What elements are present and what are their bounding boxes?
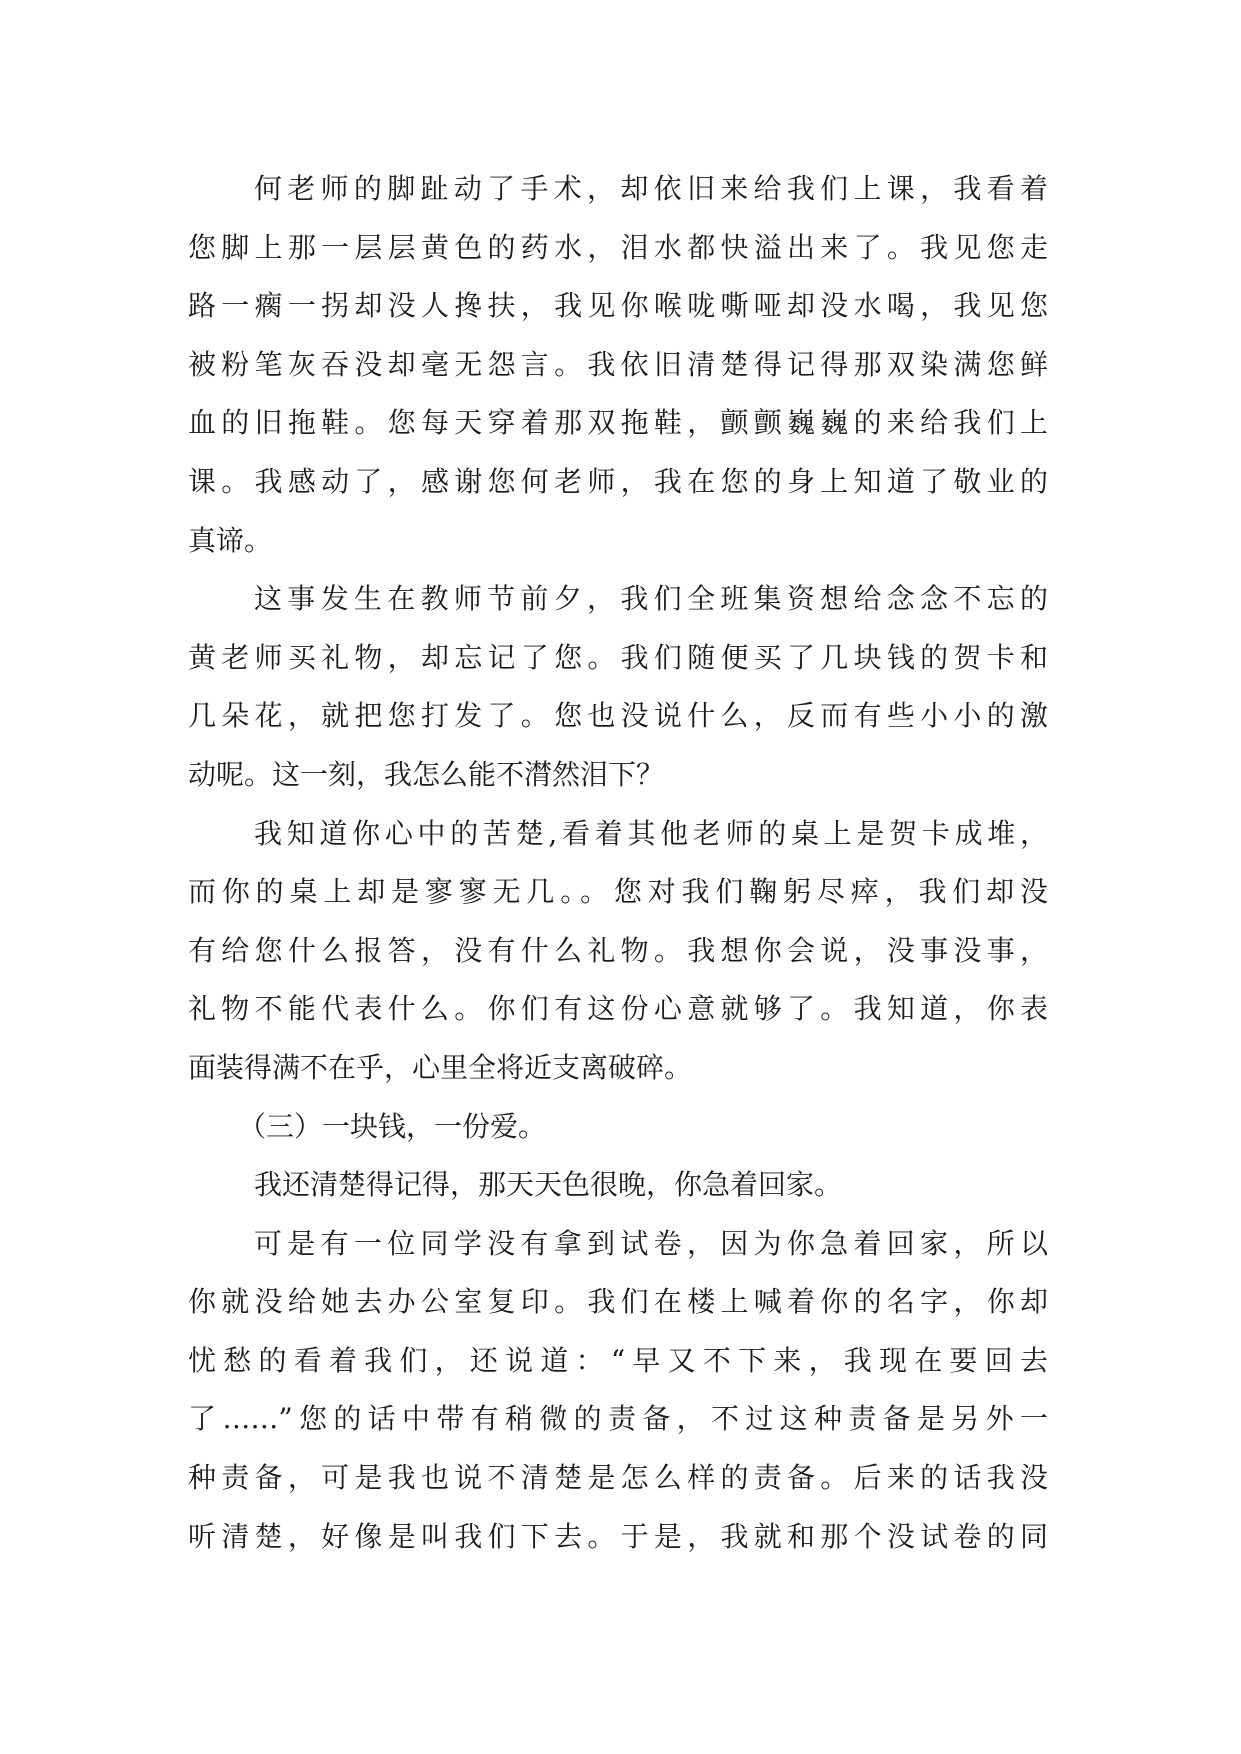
text-line: 你就没给她去办公室复印。我们在楼上喊着你的名字，你却 [188,1285,1048,1319]
text-line: 血的旧拖鞋。您每天穿着那双拖鞋，颤颤巍巍的来给我们上 [188,406,1048,440]
text-line: 种责备，可是我也说不清楚是怎么样的责备。后来的话我没 [188,1461,1048,1495]
text-line: 几朵花，就把您打发了。您也没说什么，反而有些小小的激 [188,699,1048,733]
document-body [188,160,1048,1566]
text-line: 我还清楚得记得，那天天色很晚，你急着回家。 [254,1168,843,1202]
text-line: 被粉笔灰吞没却毫无怨言。我依旧清楚得记得那双染满您鲜 [188,347,1048,381]
text-line: 听清楚，好像是叫我们下去。于是，我就和那个没试卷的同 [188,1519,1048,1553]
text-line: 忧愁的看着我们，还说道：“早又不下来，我现在要回去 [188,1343,1048,1377]
text-line: 动呢。这一刻，我怎么能不潸然泪下？ [188,757,665,791]
text-line: 我知道你心中的苦楚,看着其他老师的桌上是贺卡成堆， [254,816,1048,850]
text-line: 面装得满不在乎，心里全将近支离破碎。 [188,1050,693,1084]
text-line: 可是有一位同学没有拿到试卷，因为你急着回家，所以 [254,1226,1048,1260]
text-line: 了……”您的话中带有稍微的责备，不过这种责备是另外一 [188,1402,1048,1436]
section-heading: （三）一块钱，一份爱。 [238,1109,547,1143]
text-line: 您脚上那一层层黄色的药水，泪水都快溢出来了。我见您走 [188,230,1048,264]
text-line: 而你的桌上却是寥寥无几。。您对我们鞠躬尽瘁，我们却没 [188,875,1048,909]
text-line: 课。我感动了，感谢您何老师，我在您的身上知道了敬业的 [188,464,1048,498]
text-line: 这事发生在教师节前夕，我们全班集资想给念念不忘的 [254,582,1048,616]
text-line: 有给您什么报答，没有什么礼物。我想你会说，没事没事， [188,933,1048,967]
text-line: 何老师的脚趾动了手术，却依旧来给我们上课，我看着 [254,172,1048,205]
text-line: 礼物不能代表什么。你们有这份心意就够了。我知道，你表 [188,992,1048,1026]
text-line: 真谛。 [188,523,273,557]
text-line: 路一瘸一拐却没人搀扶，我见你喉咙嘶哑却没水喝，我见您 [188,289,1048,323]
text-line: 黄老师买礼物，却忘记了您。我们随便买了几块钱的贺卡和 [188,640,1048,674]
